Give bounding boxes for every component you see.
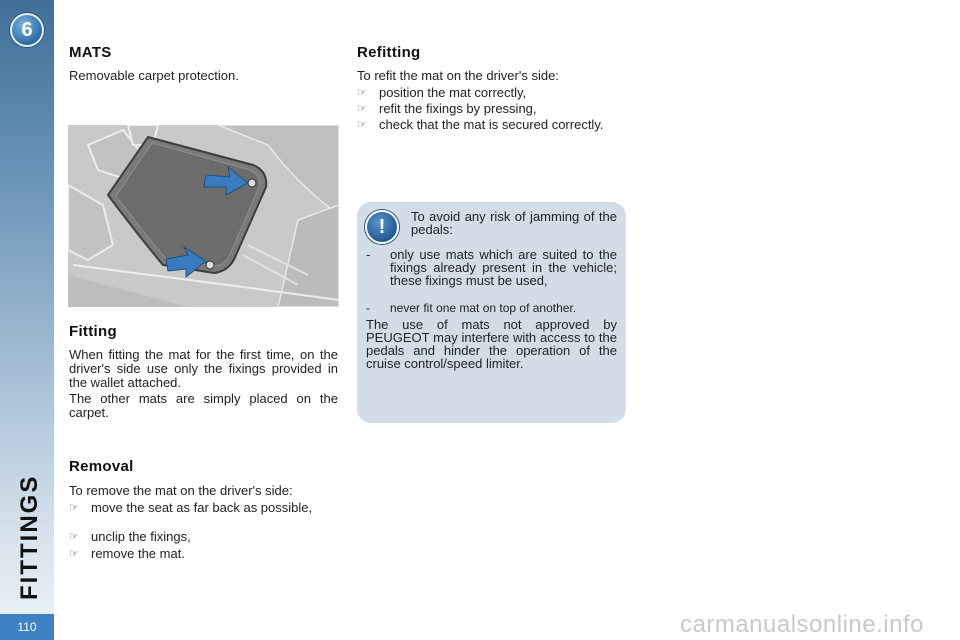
list-item: ☞ check that the mat is secured correctly. [357,117,604,132]
exclamation-icon: ! [365,210,399,244]
refitting-title: Refitting [357,44,421,61]
fitting-title: Fitting [69,323,117,340]
pointing-hand-icon: ☞ [357,87,367,99]
list-item: ☞ move the seat as far back as possible, [69,500,313,515]
removal-intro: To remove the mat on the driver's side: [69,483,293,498]
warning-item: - never fit one mat on top of another. [366,301,577,315]
list-item: ☞ unclip the fixings, [69,529,191,544]
list-item: ☞ position the mat correctly, [357,85,527,100]
pointing-hand-icon: ☞ [357,119,367,131]
mats-intro: Removable carpet protection. [69,68,239,83]
warning-heading: To avoid any risk of jamming of the pedals: [411,209,617,237]
removal-title: Removal [69,458,134,475]
page-number: 110 [0,614,54,640]
pointing-hand-icon: ☞ [69,548,79,560]
pointing-hand-icon: ☞ [69,502,79,514]
chapter-number: 6 [21,19,33,41]
list-item: ☞ refit the fixings by pressing, [357,101,537,116]
warning-note: The use of mats not approved by PEUGEOT may interfere with access to the pedals and hinder the operation of the cruise control/speed limiter. [366,317,617,371]
refitting-intro: To refit the mat on the driver's side: [357,68,559,83]
mats-title: MATS [69,44,112,61]
section-label: FITTINGS [16,474,43,600]
chapter-badge [10,13,44,47]
warning-item: - only use mats which are suited to the fixings already present in the vehicle; these fixings must be used, [366,247,617,288]
fitting-paragraph-1: When fitting the mat for the first time, on the driver's side use only the fixings provided in the wallet attached. [69,347,338,390]
fitting-paragraph-2: The other mats are simply placed on the carpet. [69,391,338,420]
pointing-hand-icon: ☞ [69,531,79,543]
watermark: carmanualsonline.info [680,611,924,638]
mat-illustration [68,125,339,307]
pointing-hand-icon: ☞ [357,103,367,115]
list-item: ☞ remove the mat. [69,546,185,561]
